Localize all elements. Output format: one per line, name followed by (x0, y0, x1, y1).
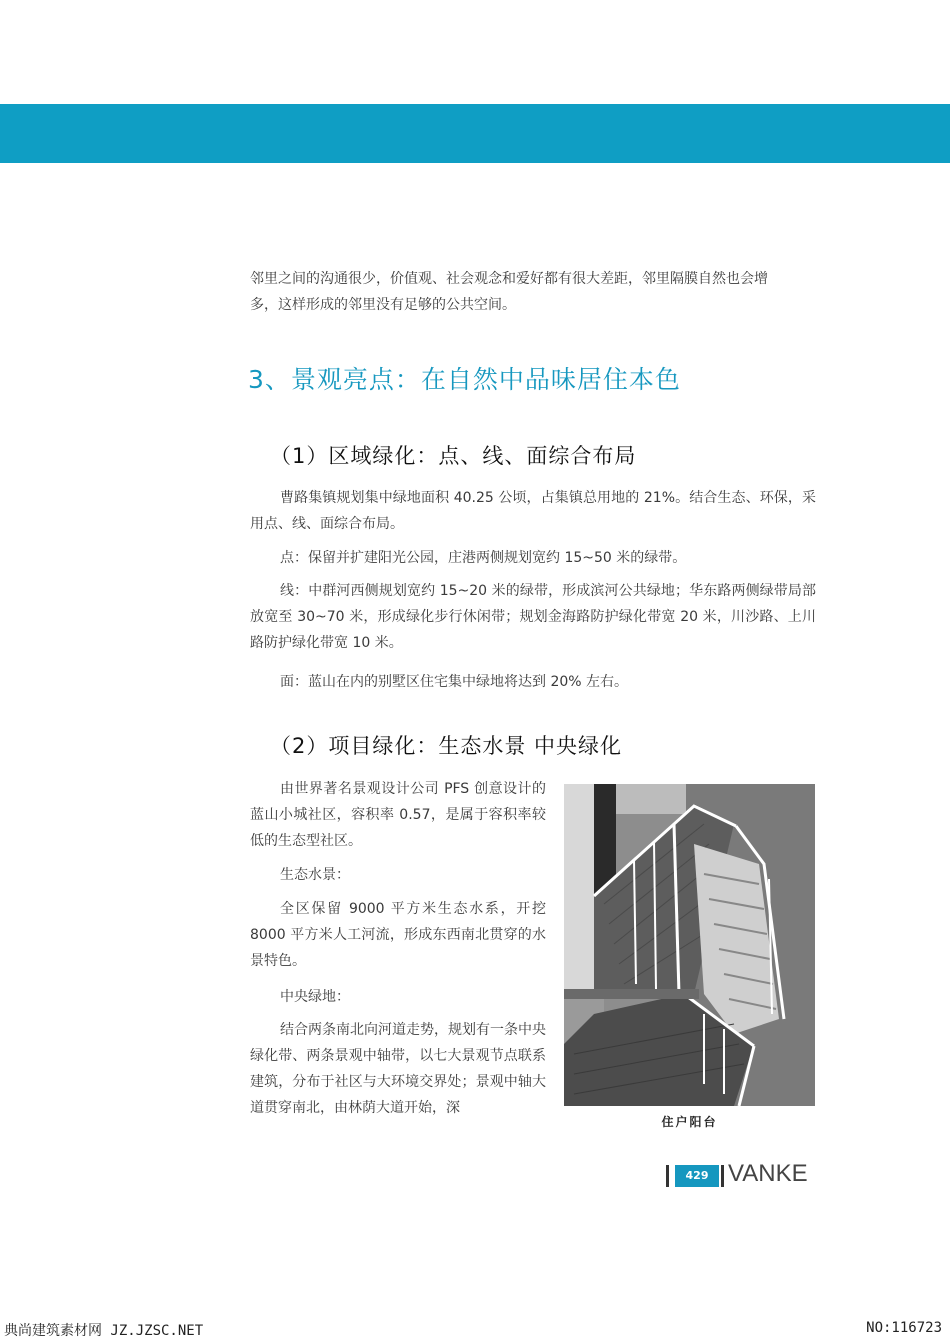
balcony-photo-illustration (564, 784, 815, 1106)
page-number: 429 (675, 1165, 719, 1187)
subsection-2-paragraph-4: 中央绿地： (280, 989, 350, 1005)
photo-caption: 住户阳台 (661, 1115, 718, 1129)
subsection-2-paragraph-1: 由世界著名景观设计公司 PFS 创意设计的蓝山小城社区，容积率 0.57，是属于容积率较低的生态型社区。 (250, 781, 546, 849)
subsection-2-paragraph-3: 全区保留 9000 平方米生态水系，开挖 8000 平方米人工河流，形成东西南北贯穿的水景特色。 (250, 901, 546, 969)
subsection-1-paragraph-4: 面：蓝山在内的别墅区住宅集中绿地将达到 20% 左右。 (280, 674, 629, 690)
subsection-2-title: （2）项目绿化：生态水景 中央绿化 (270, 734, 623, 758)
subsection-2-paragraph-2: 生态水景： (280, 867, 350, 883)
subsection-1-paragraph-1: 曹路集镇规划集中绿地面积 40.25 公顷，占集镇总用地的 21%。结合生态、环保，采用点、线、面综合布局。 (250, 490, 816, 532)
section-title: 3、景观亮点：在自然中品味居住本色 (248, 365, 681, 394)
brand-logo: VANKE (728, 1160, 808, 1187)
subsection-1-paragraph-3: 线：中群河西侧规划宽约 15~20 米的绿带，形成滨河公共绿地；华东路两侧绿带局部放宽至 30~70 米，形成绿化步行休闲带；规划金海路防护绿化带宽 20 米，川沙路、上川路防护绿化带宽 10 米。 (250, 583, 816, 651)
intro-line-1: 邻里之间的沟通很少，价值观、社会观念和爱好都有很大差距，邻里隔膜自然也会增 (250, 271, 768, 287)
watermark-left: 典尚建筑素材网 JZ.JZSC.NET (4, 1323, 204, 1339)
header-color-band (0, 104, 950, 163)
intro-line-2: 多，这样形成的邻里没有足够的公共空间。 (250, 297, 516, 313)
subsection-2-paragraph-5: 结合两条南北向河道走势，规划有一条中央绿化带、两条景观中轴带，以七大景观节点联系建筑，分布于社区与大环境交界处；景观中轴大道贯穿南北，由林荫大道开始，深 (250, 1022, 546, 1116)
watermark-right: NO:116723 (866, 1320, 942, 1336)
subsection-1-title: （1）区域绿化：点、线、面综合布局 (270, 444, 637, 468)
balcony-photo (564, 784, 815, 1106)
page-number-divider-right (721, 1165, 724, 1187)
subsection-1-paragraph-2: 点：保留并扩建阳光公园，庄港两侧规划宽约 15~50 米的绿带。 (280, 550, 687, 566)
page-number-divider-left (666, 1165, 669, 1187)
